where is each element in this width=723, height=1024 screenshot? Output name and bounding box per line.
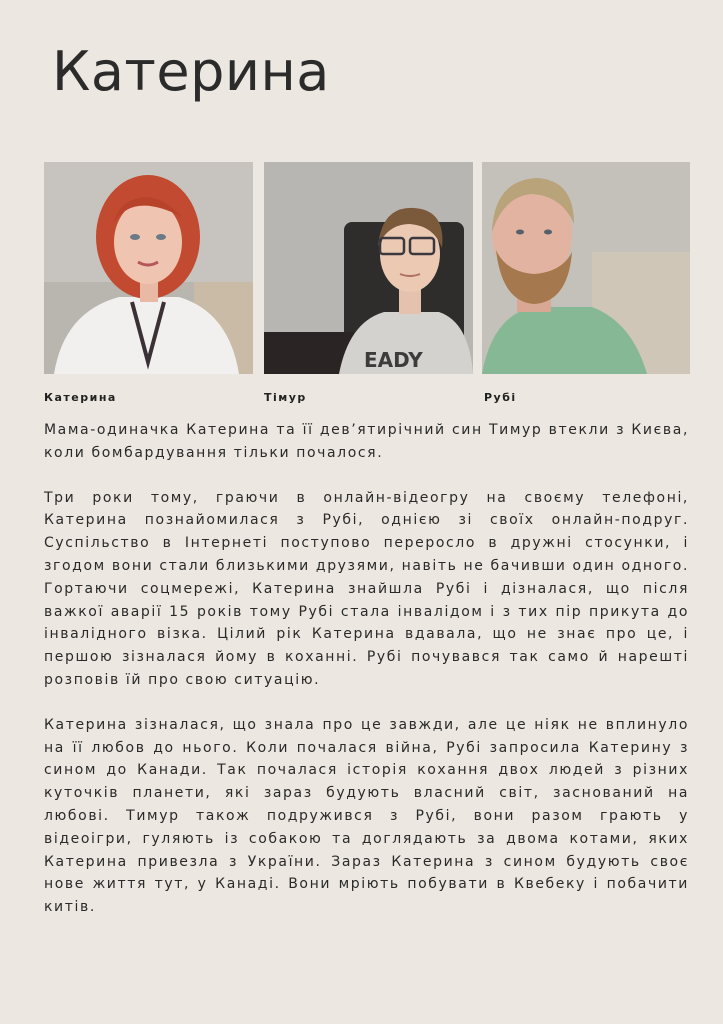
caption-timur: Тімур bbox=[264, 391, 307, 404]
paragraph-2: Три роки тому, граючи в онлайн-відеогру на своєму телефоні, Катерина познайомилася з Рубі, однією зі своїх онлайн-подруг. Суспільство в Інтернеті поступово переросло в дружні стосунки, і згодом вони стали близькими друзями, навіть не бачивши один одного. Гортаючи соцмережі, Катерина знайшла Рубі і дізналася, що після важкої аварії 15 років тому Рубі стала інвалідом і з тих пір прикута до інвалідного візка. Цілий рік Катерина вдавала, що не знає про це, і першою зізналася йому в коханні. Рубі почувався так само й нарешті розповів їй про свою ситуацію. bbox=[44, 489, 690, 688]
portrait-boy-icon bbox=[264, 162, 473, 374]
story-text bbox=[44, 419, 689, 941]
photo-kateryna bbox=[44, 162, 253, 374]
paragraph-1: Мама-одиначка Катерина та її дев’ятирічний син Тимур втекли з Києва, коли бомбардування тільки почалося. bbox=[44, 422, 689, 461]
portrait-woman-icon bbox=[44, 162, 253, 374]
caption-kateryna: Катерина bbox=[44, 391, 117, 404]
photo-timur bbox=[264, 162, 473, 374]
photo-ruby bbox=[482, 162, 690, 374]
page-title: Катерина bbox=[52, 40, 330, 103]
paragraph-3: Катерина зізналася, що знала про це завжди, але це ніяк не вплинуло на її любов до нього. Коли почалася війна, Рубі запросила Катерину з сином до Канади. Так почалася історія кохання двох людей з різних куточків планети, які зараз будують власний світ, заснований на любові. Тимур також подружився з Рубі, вони разом грають у відеоігри, гуляють із собакою та доглядають за двома котами, яких Катерина привезла з України. Зараз Катерина з сином будують своє нове життя тут, у Канаді. Вони мріють побувати в Квебеку і побачити китів. bbox=[44, 716, 689, 916]
portrait-man-icon bbox=[482, 162, 690, 374]
svg-text:EADY: EADY bbox=[364, 348, 423, 372]
caption-ruby: Рубі bbox=[484, 391, 517, 404]
